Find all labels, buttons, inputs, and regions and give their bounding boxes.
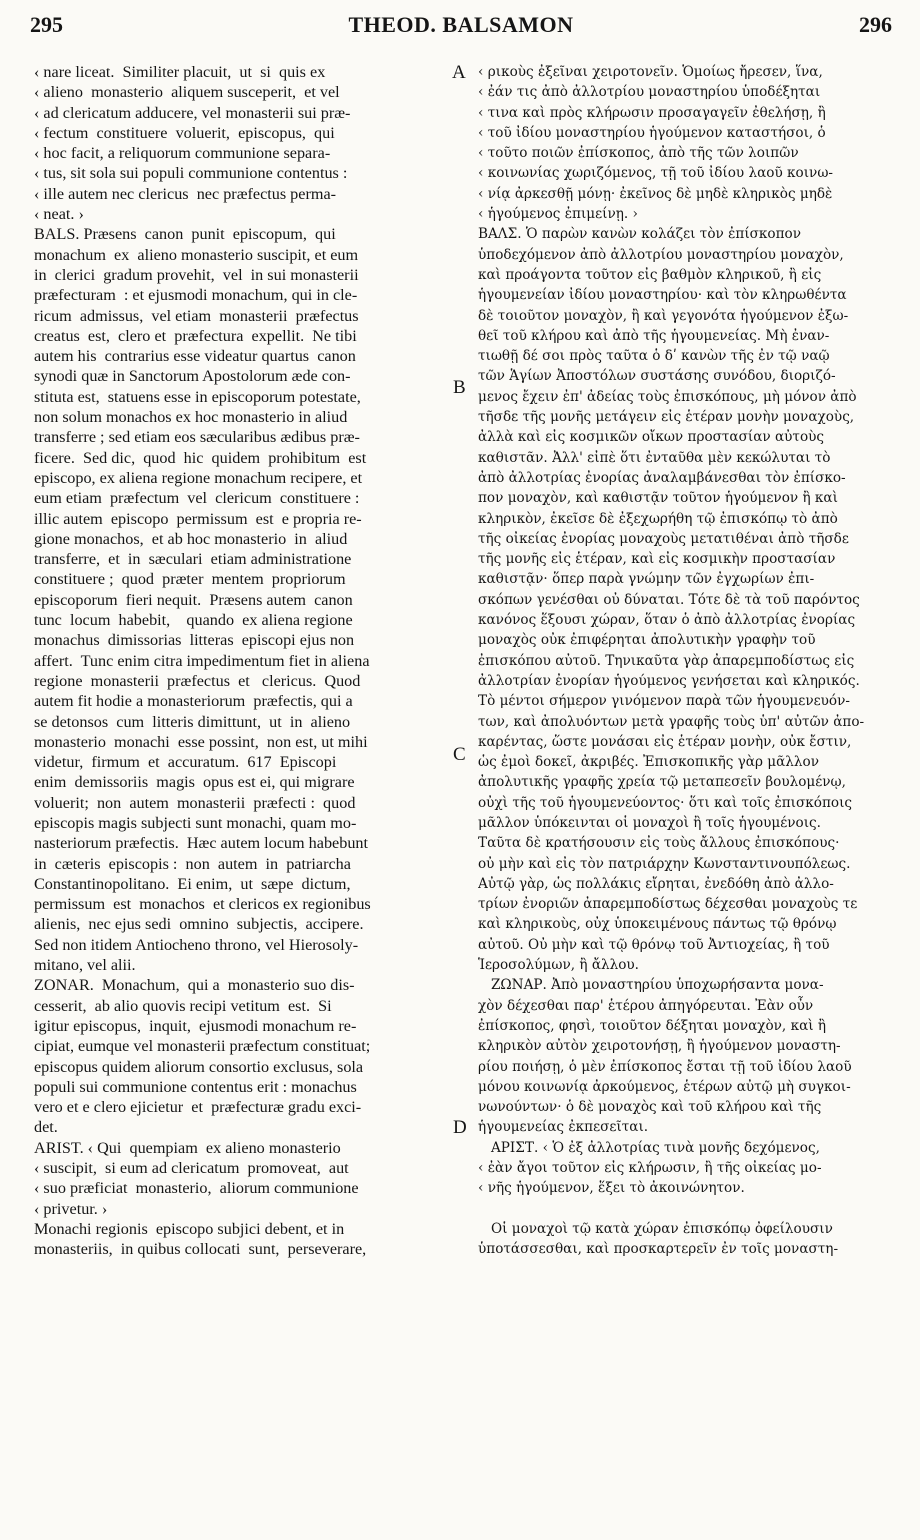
running-header <box>30 8 892 44</box>
page-number-left: 295 <box>30 12 63 37</box>
greek-text-line: ἐπίσκοπος, φησὶ, τοιοῦτον δέξηται μοναχὸν, καὶ ἢ <box>478 1017 827 1034</box>
greek-text-line: ΖΩΝΑΡ. Ἀπὸ μοναστηρίου ὑποχωρήσαντα μονα- <box>478 977 824 994</box>
latin-text-line: permissum est monachos et clericos ex regionibus <box>34 895 371 914</box>
greek-text-line: οὐχὶ τῆς τοῦ ἡγουμενεύοντος· ὅτι καὶ τοῖς ἐπισκόποις <box>478 794 853 811</box>
greek-text-line: τιωθῇ δέ σοι πρὸς ταῦτα ὁ δʹ κανὼν τῆς ἐν τῷ ναῷ <box>478 348 830 365</box>
greek-text-line: ΑΡΙΣΤ. ‹ Ὁ ἐξ ἀλλοτρίας τινὰ μονῆς δεχόμενος, <box>478 1139 820 1156</box>
greek-text-line: Τὸ μέντοι σήμερον γινόμενον παρὰ τῶν ἡγουμενευόν- <box>478 693 850 710</box>
latin-text-line: ‹ neat. › <box>34 205 84 224</box>
latin-text-line: transferre, et in sæculari etiam administratione <box>34 550 352 569</box>
latin-text-line: igitur episcopus, inquit, ejusmodi monachum re- <box>34 1016 357 1035</box>
latin-text-line: alienis, nec ejus sedi omnino subjectis, accipere. <box>34 915 364 934</box>
latin-text-line: episcopo, ex aliena regione monachum recipere, et <box>34 468 363 487</box>
latin-text-line: monasteriis, in quibus collocati sunt, perseverare, <box>34 1240 367 1259</box>
greek-text-line: χὸν δέχεσθαι παρ' ἑτέρου ἀπηγόρευται. Ἐὰν οὖν <box>478 997 814 1014</box>
latin-text-line: populi sui communione contentus erit : monachus <box>34 1077 357 1096</box>
greek-text-line: τῶν Ἁγίων Ἀποστόλων συστάσης συνόδου, διοριζό- <box>478 368 836 385</box>
latin-text-line: ‹ suscipit, si eum ad clericatum promoveat, aut <box>34 1159 349 1178</box>
greek-text-line: ὑποτάσσεσθαι, καὶ προσκαρτερεῖν ἐν τοῖς μοναστη- <box>478 1241 839 1258</box>
greek-text-line: κληρικὸν, ἐκεῖσε δὲ ἐξεχωρήθη τῷ ἐπισκόπῳ τὸ ἀπὸ <box>478 510 838 527</box>
greek-column <box>478 62 898 1260</box>
latin-text-line: nasteriorum præfectis. Hæc autem locum habebunt <box>34 834 369 853</box>
latin-text-line: autem his contrarius esse videatur quartus canon <box>34 347 356 366</box>
margin-letter-d: D <box>453 1117 467 1138</box>
latin-text-line: ‹ alieno monasterio aliquem susceperit, et vel <box>34 83 340 102</box>
greek-text-line: Οἱ μοναχοὶ τῷ κατὰ χώραν ἐπισκόπῳ ὀφείλουσιν <box>478 1220 833 1237</box>
greek-text-line: ἡγουμενείαν ἰδίου μοναστηρίου· καὶ τὸν κληρωθέντα <box>478 287 847 304</box>
greek-text-line: Αὐτῷ γὰρ, ὡς πολλάκις εἴρηται, ἐνεδόθη ἀπὸ ἀλλο- <box>478 875 834 892</box>
latin-text-line: ficere. Sed dic, quod hic quidem prohibitum est <box>34 448 367 467</box>
latin-text-line: tunc locum habebit, quando ex aliena regione <box>34 611 353 630</box>
latin-text-line: ‹ suo præficiat monasterio, aliorum communione <box>34 1179 359 1198</box>
greek-text-line: θεῖ τοῦ κλήρου καὶ ἀπὸ τῆς ἡγουμενείας. Μὴ ἐναν- <box>478 327 830 344</box>
latin-text-line: ‹ ille autem nec clericus nec præfectus perma- <box>34 184 337 203</box>
greek-text-line: τῆς μονῆς εἰς ἑτέραν, καὶ εἰς κοσμικὴν προστασίαν <box>478 551 836 568</box>
latin-text-line: præfecturam : et ejusmodi monachum, qui in cle- <box>34 286 358 305</box>
latin-text-line: autem fit hodie a monasteriorum præfectis, qui a <box>34 692 353 711</box>
latin-text-line: stituta est, statuens esse in episcoporum potestate, <box>34 387 361 406</box>
greek-text-line: ‹ νίᾳ ἀρκεσθῇ μόνῃ· ἐκεῖνος δὲ μηδὲ κληρικὸς μηδὲ <box>478 185 833 202</box>
latin-text-line: episcopis magis subjecti sunt monachi, quam mo- <box>34 813 357 832</box>
greek-text-line: ἀλλὰ καὶ εἰς κοσμικῶν οἴκων προστασίαν αὐτοὺς <box>478 429 825 446</box>
greek-text-line: σκόπων γενέσθαι οὐ δύναται. Τότε δὲ τὰ τοῦ παρόντος <box>478 591 860 608</box>
latin-text-line: cesserit, ab alio quovis recipi vetitum est. Si <box>34 996 332 1015</box>
latin-text-line: non solum monachos ex hoc monasterio in aliud <box>34 408 348 427</box>
greek-text-line: νωνούντων· ὁ δὲ μοναχὸς καὶ τοῦ κλήρου καὶ τῆς <box>478 1099 822 1116</box>
greek-text-line: ‹ νῆς ἡγούμενον, ἕξει τὸ ἀκοινώνητον. <box>478 1180 745 1197</box>
latin-text-line: in clerici gradum provehit, vel in sui monasterii <box>34 265 359 284</box>
page-number-right: 296 <box>859 12 892 37</box>
latin-text-line: Constantinopolitano. Ei enim, ut sæpe dictum, <box>34 874 351 893</box>
latin-text-line: constituere ; quod præter mentem propriorum <box>34 570 346 589</box>
latin-text-line: in cæteris episcopis : non autem in patriarcha <box>34 854 351 873</box>
greek-text-line: καὶ κληρικοὺς, οὐχ ὑποκειμένους πάντως τῷ θρόνῳ <box>478 916 837 933</box>
greek-text-line: καὶ προάγοντα τοῦτον εἰς βαθμὸν κληρικοῦ, ἢ εἰς <box>478 266 822 283</box>
margin-letter-a: A <box>452 62 466 83</box>
greek-text-line: ‹ κοινωνίας χωριζόμενος, τῇ τοῦ ἰδίου λαοῦ κοινω- <box>478 165 834 182</box>
margin-letter-c: C <box>453 744 466 765</box>
greek-text-line: των, καὶ ἀπολυόντων μετὰ γραφῆς τοὺς ὑπ' αὐτῶν ἀπο- <box>478 713 865 730</box>
latin-text-line: episcoporum fieri nequit. Præsens autem canon <box>34 590 353 609</box>
greek-text-line: καθιστᾷν· ὅπερ παρὰ γνώμην τῶν ἐγχωρίων ἐπι- <box>478 571 815 588</box>
greek-text-line: ‹ τοῦ ἰδίου μοναστηρίου ἡγούμενον καταστήσοι, ὁ <box>478 124 826 141</box>
greek-text-line: ‹ ἐάν τις ἀπὸ ἀλλοτρίου μοναστηρίου ὑποδέξηται <box>478 84 821 101</box>
latin-text-line: enim demissoriis magis opus est ei, qui migrare <box>34 773 355 792</box>
greek-text-line: ‹ ρικοὺς ἐξεῖναι χειροτονεῖν. Ὁμοίως ἤρεσεν, ἵνα, <box>478 64 823 80</box>
latin-text-line: ‹ tus, sit sola sui populi communione contentus : <box>34 164 348 183</box>
greek-text-line: ‹ τοῦτο ποιῶν ἐπίσκοπος, ἀπὸ τῆς τῶν λοιπῶν <box>478 145 799 162</box>
latin-column <box>34 62 454 1260</box>
latin-text-line: episcopus quidem aliorum consortio exclusus, sola <box>34 1057 364 1076</box>
greek-text-line: αὐτοῦ. Οὐ μὴν καὶ τῷ θρόνῳ τοῦ Ἀντιοχείας, ἢ τοῦ <box>478 936 830 953</box>
latin-text-line: ZONAR. Monachum, qui a monasterio suo dis- <box>34 976 355 995</box>
latin-text-line: regione monasterii præfectus et clericus. Quod <box>34 671 361 690</box>
latin-text-line: Sed non itidem Antiocheno throno, vel Hierosoly- <box>34 935 359 954</box>
latin-text-line: vero et e clero ejicietur et præfecturæ gradu exci- <box>34 1098 362 1117</box>
greek-text-line: ‹ ἐὰν ἄγοι τοῦτον εἰς κλήρωσιν, ἢ τῆς οἰκείας μο- <box>478 1160 822 1177</box>
latin-text-line: monasterio monachi esse possint, non est, ut mihi <box>34 732 368 751</box>
greek-text-line: ὡς ἐμοὶ δοκεῖ, ἀκριβές. Ἐπισκοπικῆς γὰρ μᾶλλον <box>478 754 819 771</box>
latin-text-line: eum etiam præfectum vel clericum constituere : <box>34 489 360 508</box>
greek-text-line: ρίου ποιήσῃ, ὁ μὲν ἐπίσκοπος ἔσται τῇ τοῦ ἰδίου λαοῦ <box>478 1058 852 1075</box>
greek-text-line: ἐπισκόπου αὐτοῦ. Τηνικαῦτα γὰρ ἀπαρεμποδίστως εἰς <box>478 652 855 669</box>
greek-text-line: ΒΑΛΣ. Ὁ παρὼν κανὼν κολάζει τὸν ἐπίσκοπον <box>478 226 801 243</box>
latin-text-line: affert. Tunc enim citra impedimentum fiet in aliena <box>34 651 370 670</box>
latin-text-line: ricum admissus, vel etiam monasterii præfectus <box>34 306 359 325</box>
greek-text-line: καθιστᾶν. Ἀλλ' εἰπὲ ὅτι ἐνταῦθα μὲν κεκώλυται τὸ <box>478 449 831 466</box>
latin-text-line: det. <box>34 1118 58 1137</box>
latin-text-line: se detonsos cum litteris dimittunt, ut in alieno <box>34 712 351 731</box>
greek-text-line: πον μοναχὸν, καὶ καθιστᾷν τοῦτον ἡγούμενον ἢ καὶ <box>478 490 838 507</box>
latin-text-line: ‹ hoc facit, a reliquorum communione separa- <box>34 144 331 163</box>
greek-text-line: μᾶλλον ὑπόκεινται οἱ μοναχοὶ ἢ τοῖς ἡγουμένοις. <box>478 814 821 831</box>
greek-text-line: τῆς οἰκείας ἐνορίας μοναχοὺς μετατιθέναι ἀπὸ τῆσδε <box>478 530 849 547</box>
greek-text-line: ὑποδεχόμενον ἀπὸ ἀλλοτρίου μοναστηρίου μοναχὸν, <box>478 246 844 263</box>
latin-text-line: videtur, firmum et accuratum. 617 Episcopi <box>34 753 337 772</box>
latin-text-line: creatus est, clero et præfectura expellit. Ne tibi <box>34 326 357 345</box>
latin-text-line: gione monachos, et ab hoc monasterio in aliud <box>34 529 348 548</box>
greek-text-line: ἀπὸ ἀλλοτρίας ἐνορίας ἀναλαμβάνεσθαι τὸν ἐπίσκο- <box>478 469 846 486</box>
greek-text-line: καρέντας, ὥστε μονάσαι εἰς ἑτέραν μονὴν, οὐκ ἔστιν, <box>478 733 852 750</box>
latin-text-line: transferre ; sed etiam eos sæcularibus ædibus præ- <box>34 428 360 447</box>
latin-text-line: ‹ ad clericatum adducere, vel monasterii sui præ- <box>34 103 351 122</box>
greek-text-line: κληρικὸν αὐτὸν χειροτονήσῃ, ἢ ἡγούμενον μοναστη- <box>478 1038 841 1055</box>
latin-text-line: ‹ privetur. › <box>34 1199 108 1218</box>
greek-text-line: Ταῦτα δὲ κρατήσουσιν εἰς τοὺς ἄλλους ἐπισκόπους· <box>478 835 840 852</box>
latin-text-line: cipiat, eumque vel monasterii præfectum constituat; <box>34 1037 371 1056</box>
margin-letter-b: B <box>453 377 466 398</box>
greek-text-line: μόνου κοινωνίᾳ ἀρκούμενος, ἑτέρων αὐτῷ μὴ συγκοι- <box>478 1078 851 1095</box>
greek-text-line: δὲ τοιοῦτον μοναχὸν, ἢ καὶ γεγονότα ἡγούμενον ἐξω- <box>478 307 849 324</box>
latin-text-line: Monachi regionis episcopo subjici debent, et in <box>34 1219 345 1238</box>
latin-text-line: ‹ nare liceat. Similiter placuit, ut si quis ex <box>34 63 326 81</box>
running-title: THEOD. BALSAMON <box>348 12 574 37</box>
latin-text-line: ARIST. ‹ Qui quempiam ex alieno monasterio <box>34 1138 341 1157</box>
greek-text-line <box>478 1199 898 1219</box>
greek-text-line: ‹ ἡγούμενος ἐπιμείνῃ. › <box>478 206 638 223</box>
latin-text-line: synodi quæ in Sanctorum Apostolorum æde con- <box>34 367 351 386</box>
greek-text-line: ἀπολυτικῆς γραφῆς χρεία τῷ μεταπεσεῖν βουλομένῳ, <box>478 774 846 791</box>
latin-text-line: mitano, vel alii. <box>34 956 136 975</box>
greek-text-line: Ἱεροσολύμων, ἢ ἄλλου. <box>478 957 639 974</box>
latin-text-line: monachum ex alieno monasterio suscipit, et eum <box>34 245 359 264</box>
greek-text-line: ‹ τινα καὶ πρὸς κλήρωσιν προσαγαγεῖν ἐθελήσῃ, ἢ <box>478 104 826 121</box>
latin-text-line: ‹ fectum constituere voluerit, episcopus, qui <box>34 123 335 142</box>
latin-text-line: illic autem episcopo permissum est e propria re- <box>34 509 362 528</box>
latin-text-line: BALS. Præsens canon punit episcopum, qui <box>34 225 336 244</box>
latin-text-line: monachus dimissorias litteras episcopi ejus non <box>34 631 355 650</box>
greek-text-line: οὐ μὴν καὶ εἰς τὸν πατριάρχην Κωνσταντινουπόλεως. <box>478 855 851 872</box>
latin-text-line: voluerit; non autem monasterii præfecti : quod <box>34 793 356 812</box>
greek-text-line: μενος ἔχειν ἐπ' ἀδείας τοὺς ἐπισκόπους, μὴ μόνον ἀπὸ <box>478 388 857 405</box>
greek-text-line: ἀλλοτρίαν ἐνορίαν ἡγούμενος γενήσεται καὶ κληρικός. <box>478 672 860 689</box>
greek-text-line: μοναχὸς οὐκ ἐπιφέρηται ἀπολυτικὴν γραφὴν τοῦ <box>478 632 816 649</box>
greek-text-line: τρίων ἐνοριῶν ἀπαρεμποδίστως δέχεσθαι μοναχοὺς τε <box>478 896 858 913</box>
greek-text-line: κανόνος ἕξουσι χώραν, ὅταν ὁ ἀπὸ ἀλλοτρίας ἐνορίας <box>478 612 856 629</box>
greek-text-line: ἡγουμενείας ἐκπεσεῖται. <box>478 1119 649 1136</box>
greek-text-line: τῆσδε τῆς μονῆς μετάγειν εἰς ἑτέραν μονὴν μοναχοὺς, <box>478 409 855 426</box>
